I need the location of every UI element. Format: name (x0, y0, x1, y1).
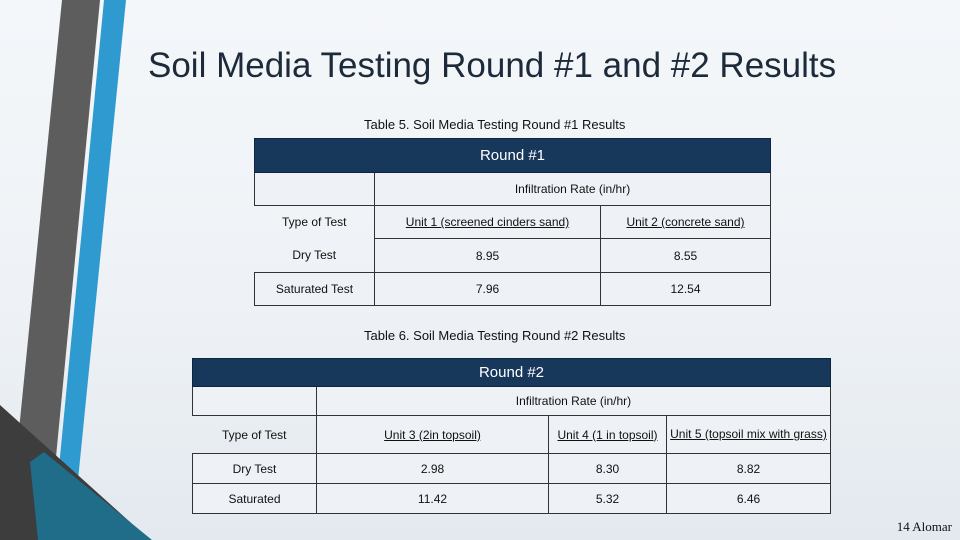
table5-round1-results (254, 138, 771, 306)
table6-round2-results (192, 358, 831, 514)
table5-empty-header-cell (255, 173, 375, 206)
table6-row2-label: Saturated (193, 484, 317, 514)
table6-round-header: Round #2 (193, 359, 831, 387)
table5-row2-unit2: 12.54 (601, 273, 771, 306)
decorative-side-stripes (0, 0, 160, 540)
table5-row1-unit2: 8.55 (601, 239, 771, 273)
table5-col-type: Type of Test (282, 215, 347, 230)
table6-col-unit5: Unit 5 (topsoil mix with grass) (667, 416, 831, 454)
table6-row2-unit5: 6.46 (667, 484, 831, 514)
table5-row1-label: Dry Test (292, 248, 337, 263)
table-row (193, 454, 831, 484)
table-row (193, 484, 831, 514)
table6-row1-label: Dry Test (193, 454, 317, 484)
table6-row1-unit3: 2.98 (317, 454, 549, 484)
table5-row1-unit1: 8.95 (375, 239, 601, 273)
table-row (255, 273, 771, 306)
teal-wedge (30, 452, 152, 540)
table6-row2-unit4: 5.32 (549, 484, 667, 514)
table6-row1-unit4: 8.30 (549, 454, 667, 484)
table5-group-header: Infiltration Rate (in/hr) (375, 173, 771, 206)
table6-caption: Table 6. Soil Media Testing Round #2 Results (364, 328, 626, 343)
table5-row2-label: Saturated Test (255, 273, 375, 306)
table6-row2-unit3: 11.42 (317, 484, 549, 514)
slide-title: Soil Media Testing Round #1 and #2 Results (148, 46, 837, 85)
table5-col-unit2: Unit 2 (concrete sand) (601, 206, 771, 239)
table6-col-type: Type of Test (222, 427, 287, 442)
table6-row1-unit5: 8.82 (667, 454, 831, 484)
table6-col-unit4: Unit 4 (1 in topsoil) (549, 416, 667, 454)
table-row (255, 239, 771, 273)
table5-row2-unit1: 7.96 (375, 273, 601, 306)
table6-group-header: Infiltration Rate (in/hr) (317, 387, 831, 416)
table6-col-unit3: Unit 3 (2in topsoil) (317, 416, 549, 454)
table5-caption: Table 5. Soil Media Testing Round #1 Results (364, 117, 626, 132)
table5-round-header: Round #1 (255, 139, 771, 173)
table5-col-unit1: Unit 1 (screened cinders sand) (375, 206, 601, 239)
table6-empty-header-cell (193, 387, 317, 416)
slide-footer: 14 Alomar (896, 519, 952, 534)
